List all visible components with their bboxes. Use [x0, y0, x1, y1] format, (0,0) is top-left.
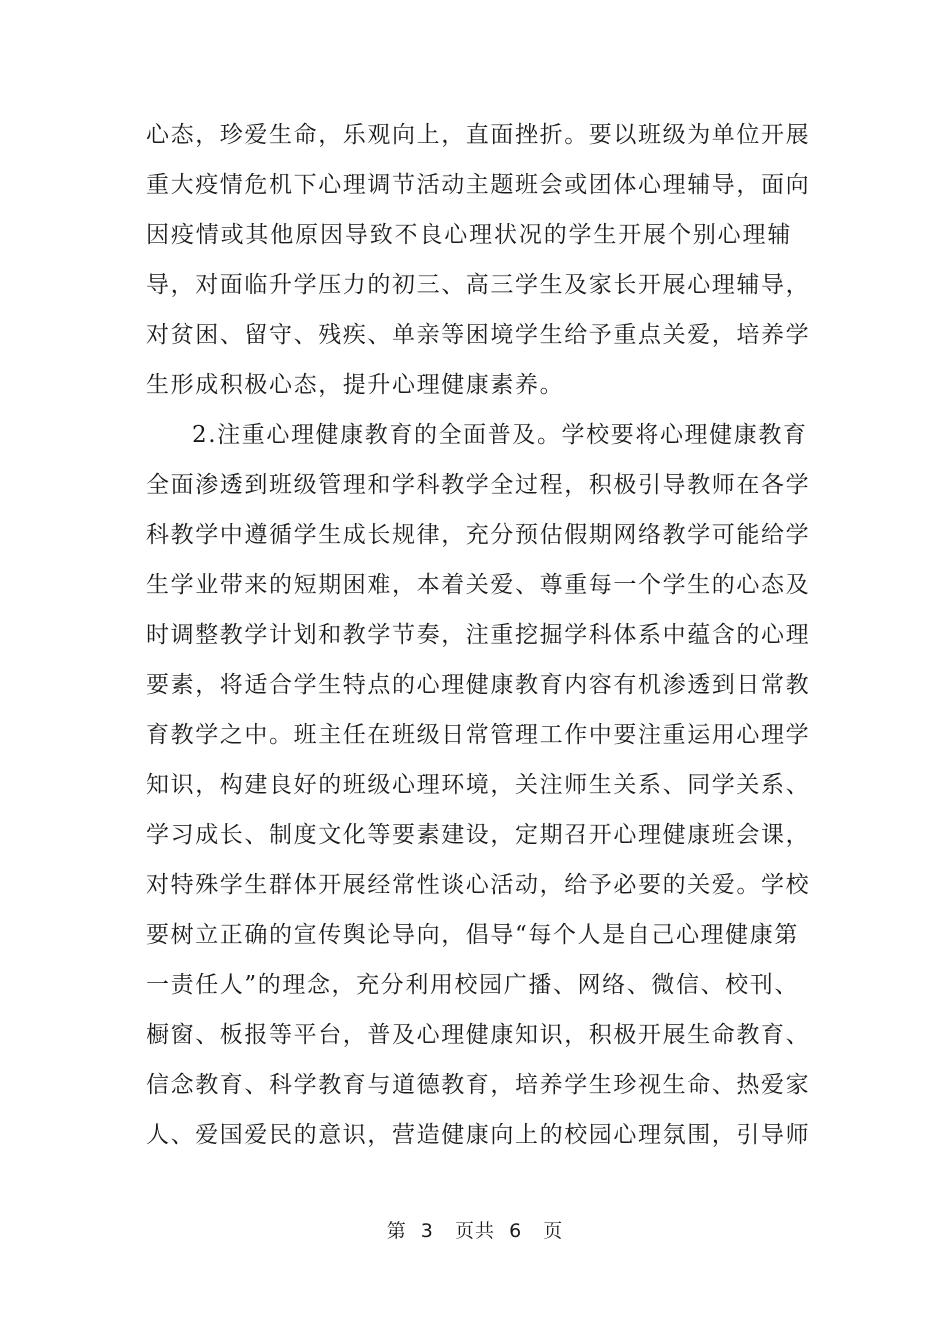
- body-line: 因疫情或其他原因导致不良心理状况的学生开展个别心理辅: [146, 222, 792, 248]
- body-line: 橱窗、板报等平台，普及心理健康知识，积极开展生命教育、: [146, 1022, 811, 1048]
- body-line: 要素，将适合学生特点的心理健康教育内容有机渗透到日常教: [146, 672, 811, 698]
- body-line: 要树立正确的宣传舆论导向，倡导“每个人是自己心理健康第: [146, 922, 799, 948]
- paragraph-start-line: 2.注重心理健康教育的全面普及。学校要将心理健康教育: [192, 422, 808, 448]
- page-number-footer: 第 3 页共 6 页: [386, 1220, 564, 1242]
- body-line: 信念教育、科学教育与道德教育，培养学生珍视生命、热爱家: [146, 1072, 811, 1098]
- body-line: 人、爱国爱民的意识，营造健康向上的校园心理氛围，引导师: [146, 1122, 811, 1148]
- body-line: 学习成长、制度文化等要素建设，定期召开心理健康班会课，: [146, 822, 811, 848]
- body-line: 生学业带来的短期困难，本着关爱、尊重每一个学生的心态及: [146, 572, 811, 598]
- body-line: 一责任人”的理念，充分利用校园广播、网络、微信、校刊、: [146, 972, 799, 998]
- body-line: 重大疫情危机下心理调节活动主题班会或团体心理辅导，面向: [146, 172, 811, 198]
- body-line: 科教学中遵循学生成长规律，充分预估假期网络教学可能给学: [146, 522, 811, 548]
- body-line: 知识，构建良好的班级心理环境，关注师生关系、同学关系、: [146, 772, 811, 798]
- body-line: 育教学之中。班主任在班级日常管理工作中要注重运用心理学: [146, 722, 811, 748]
- body-line: 时调整教学计划和教学节奏，注重挖掘学科体系中蕴含的心理: [146, 622, 811, 648]
- body-line: 全面渗透到班级管理和学科教学全过程，积极引导教师在各学: [146, 472, 811, 498]
- body-line: 对贫困、留守、残疾、单亲等困境学生给予重点关爱，培养学: [146, 322, 811, 348]
- body-line: 导，对面临升学压力的初三、高三学生及家长开展心理辅导，: [146, 272, 811, 298]
- body-line: 对特殊学生群体开展经常性谈心活动，给予必要的关爱。学校: [146, 872, 811, 898]
- body-line: 心态，珍爱生命，乐观向上，直面挫折。要以班级为单位开展: [146, 122, 811, 148]
- body-line: 生形成积极心态，提升心理健康素养。: [146, 372, 565, 398]
